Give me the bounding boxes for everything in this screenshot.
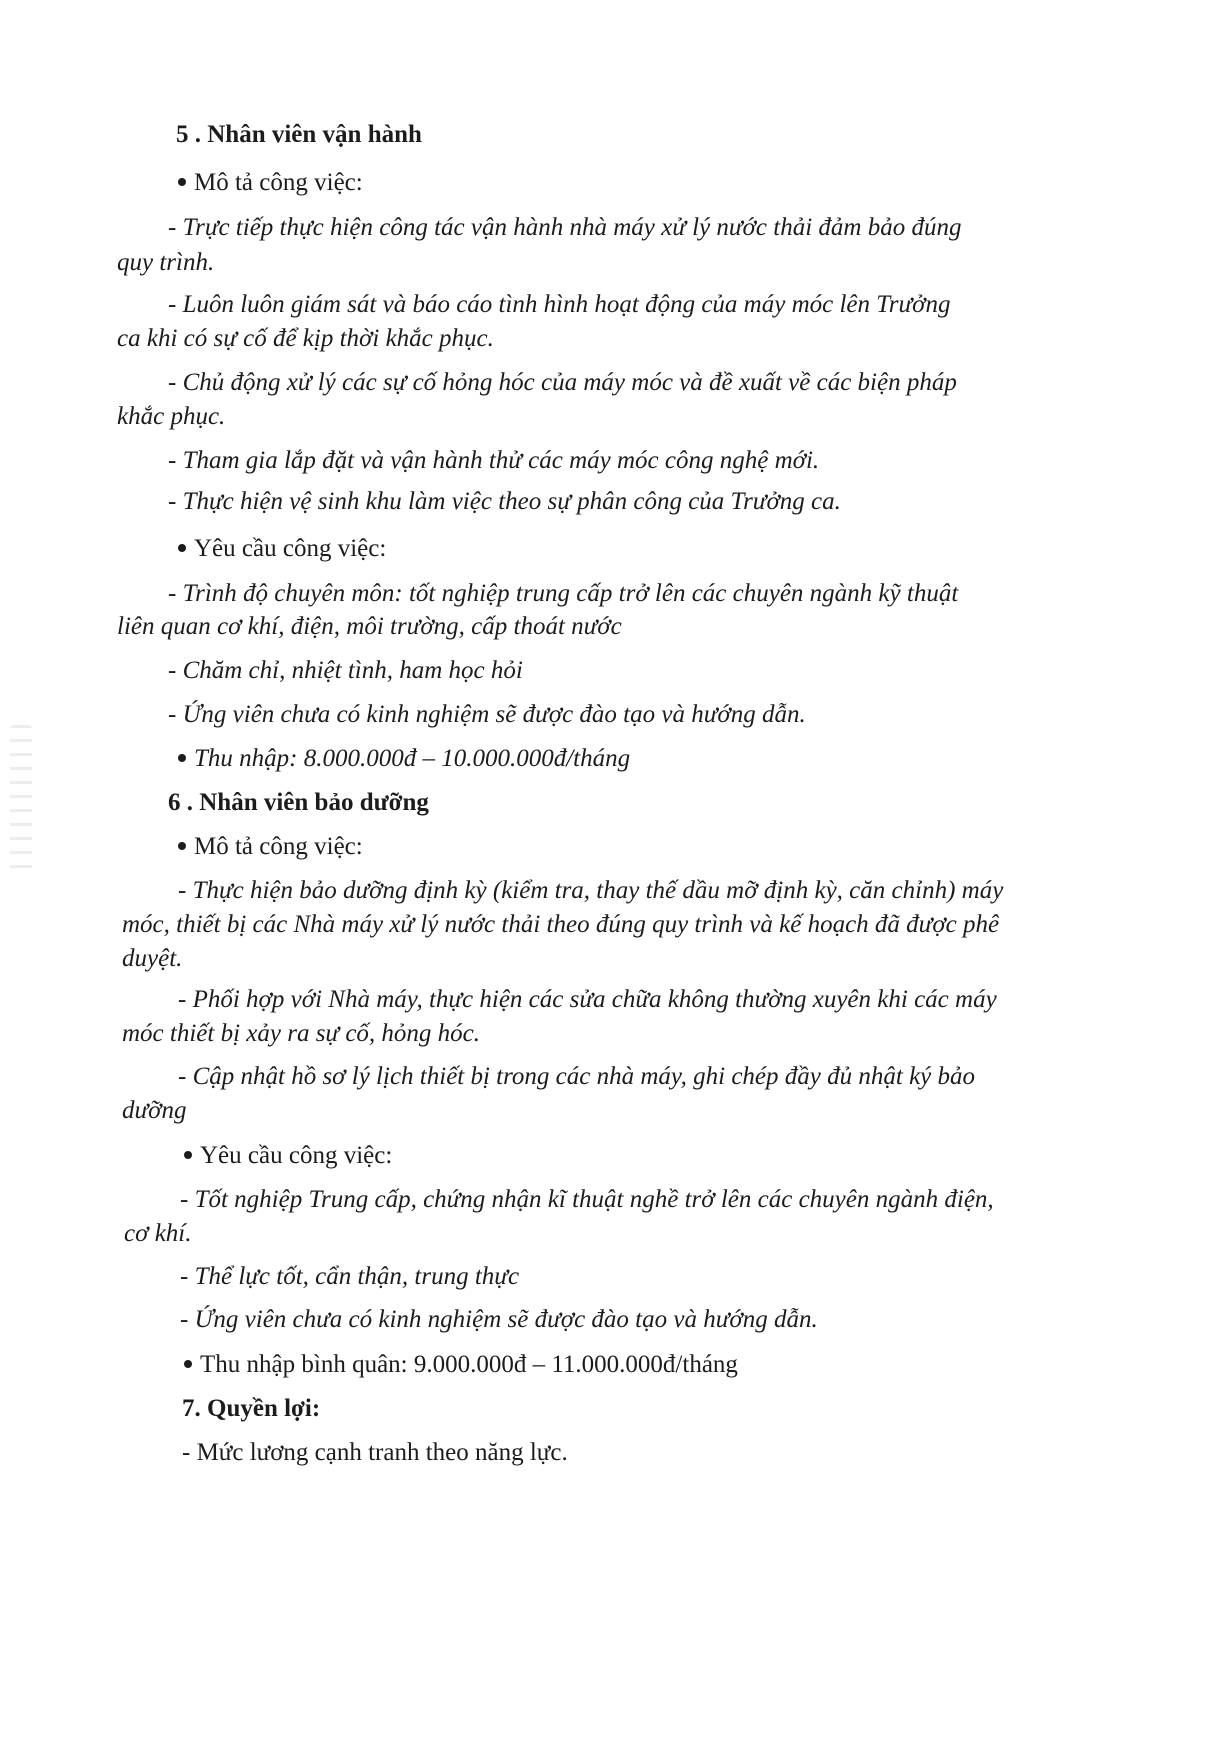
bullet-icon [178, 544, 186, 552]
section-5-desc-item-1-line-2: quy trình. [117, 249, 215, 276]
scan-margin-artifact [10, 725, 32, 875]
section-6-desc-item-2-line-2: móc thiết bị xảy ra sự cố, hỏng hóc. [122, 1020, 481, 1047]
section-6-req-bullet [184, 1141, 392, 1171]
section-5-income-text: Thu nhập: 8.000.000đ – 10.000.000đ/tháng [194, 745, 631, 772]
section-7-heading: 7. Quyền lợi: [182, 1395, 321, 1422]
bullet-icon [178, 754, 186, 762]
section-6-req-item-2: - Thể lực tốt, cẩn thận, trung thực [180, 1263, 520, 1290]
section-5-desc-item-3-line-1: - Chủ động xử lý các sự cố hỏng hóc của máy móc và đề xuất về các biện pháp [168, 369, 957, 396]
section-5-desc-item-5: - Thực hiện vệ sinh khu làm việc theo sự phân công của Trưởng ca. [168, 488, 841, 515]
section-6-heading: 6 . Nhân viên bảo dưỡng [168, 789, 429, 816]
section-5-req-item-3: - Ứng viên chưa có kinh nghiệm sẽ được đào tạo và hướng dẫn. [168, 701, 806, 728]
section-5-desc-item-4: - Tham gia lắp đặt và vận hành thử các máy móc công nghệ mới. [168, 447, 820, 474]
section-6-desc-item-1-line-3: duyệt. [122, 945, 183, 972]
section-6-desc-item-3-line-2: dưỡng [122, 1097, 187, 1124]
bullet-icon [184, 1360, 192, 1368]
section-5-income [178, 744, 630, 774]
section-5-desc-label: Mô tả công việc: [194, 169, 363, 196]
section-6-req-item-1-line-2: cơ khí. [124, 1220, 192, 1247]
bullet-icon [178, 842, 186, 850]
bullet-icon [184, 1151, 192, 1159]
section-6-req-item-1-line-1: - Tốt nghiệp Trung cấp, chứng nhận kĩ thuật nghề trở lên các chuyên ngành điện, [180, 1186, 994, 1213]
section-5-desc-item-2-line-1: - Luôn luôn giám sát và báo cáo tình hình hoạt động của máy móc lên Trưởng [168, 291, 951, 318]
section-6-desc-item-2-line-1: - Phối hợp với Nhà máy, thực hiện các sửa chữa không thường xuyên khi các máy [178, 986, 997, 1013]
section-5-req-item-2: - Chăm chỉ, nhiệt tình, ham học hỏi [168, 657, 523, 684]
section-6-income [184, 1350, 738, 1380]
section-6-desc-item-3-line-1: - Cập nhật hồ sơ lý lịch thiết bị trong các nhà máy, ghi chép đầy đủ nhật ký bảo [178, 1063, 976, 1090]
section-6-desc-item-1-line-2: móc, thiết bị các Nhà máy xử lý nước thải theo đúng quy trình và kế hoạch đã được phê [122, 911, 1000, 938]
section-5-req-item-1-line-2: liên quan cơ khí, điện, môi trường, cấp thoát nước [117, 613, 622, 640]
section-6-desc-label: Mô tả công việc: [194, 833, 363, 860]
section-5-req-item-1-line-1: - Trình độ chuyên môn: tốt nghiệp trung cấp trở lên các chuyên ngành kỹ thuật [168, 580, 959, 607]
section-6-desc-bullet [178, 832, 363, 862]
section-5-desc-item-2-line-2: ca khi có sự cố để kịp thời khắc phục. [117, 325, 494, 352]
section-6-req-item-3: - Ứng viên chưa có kinh nghiệm sẽ được đào tạo và hướng dẫn. [180, 1306, 818, 1333]
section-6-req-label: Yêu cầu công việc: [200, 1142, 393, 1169]
section-5-desc-item-3-line-2: khắc phục. [117, 403, 226, 430]
section-6-income-text: Thu nhập bình quân: 9.000.000đ – 11.000.000đ/tháng [200, 1351, 738, 1378]
section-7-item-1: - Mức lương cạnh tranh theo năng lực. [182, 1439, 568, 1466]
section-5-req-bullet [178, 534, 386, 564]
section-5-req-label: Yêu cầu công việc: [194, 535, 387, 562]
section-5-heading: 5 . Nhân viên vận hành [176, 121, 422, 148]
section-6-desc-item-1-line-1: - Thực hiện bảo dưỡng định kỳ (kiểm tra, thay thế dầu mỡ định kỳ, căn chỉnh) máy [178, 877, 1004, 904]
section-5-desc-bullet [178, 168, 363, 198]
section-5-desc-item-1-line-1: - Trực tiếp thực hiện công tác vận hành nhà máy xử lý nước thải đảm bảo đúng [168, 214, 962, 241]
bullet-icon [178, 178, 186, 186]
